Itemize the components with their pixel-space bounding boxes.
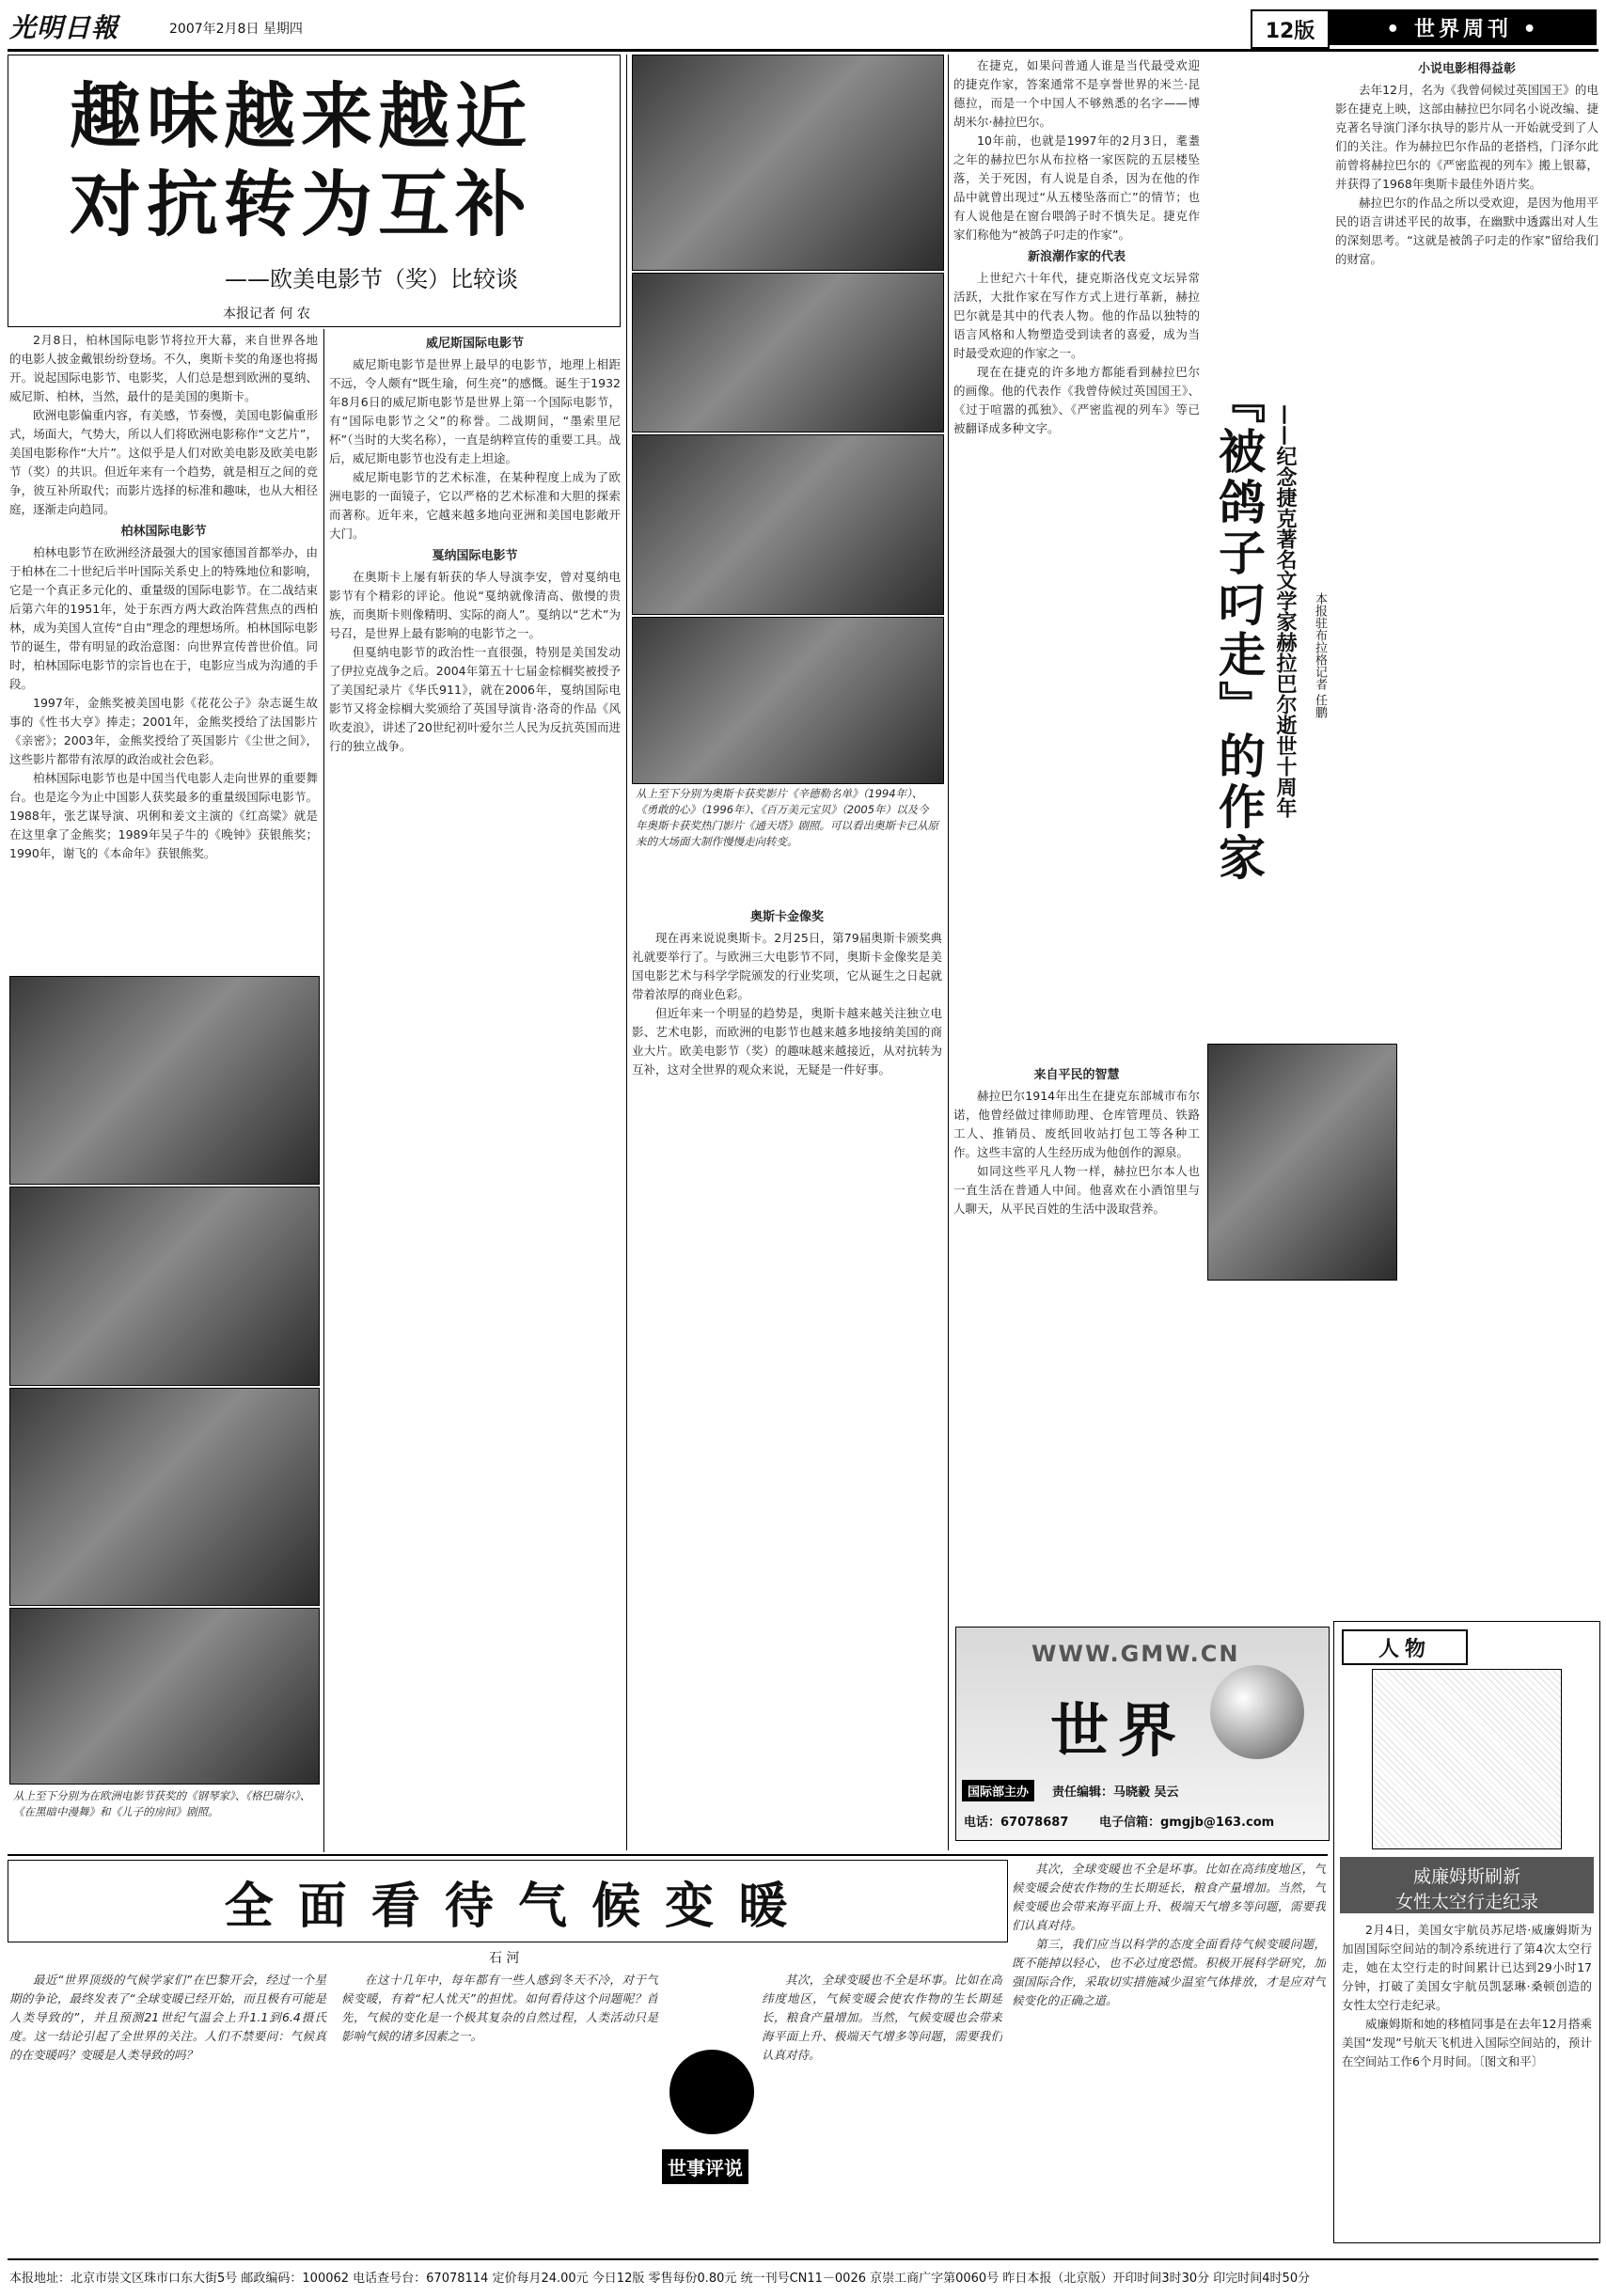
article2-paragraph: 上世纪六十年代，捷克斯洛伐克文坛异常活跃，大批作家在写作方式上进行革新，赫拉巴尔就是其中的代表人物。他的作品以独特的语言风格和人物塑造受到读者的喜爱，成为当时最受欢迎的作家之一。 xyxy=(953,271,1200,360)
article1-column-2 xyxy=(329,331,621,1845)
promo-box xyxy=(955,1627,1330,1841)
film-still-million-dollar-baby xyxy=(632,434,944,615)
footer-info: 本报地址：北京市崇文区珠市口东大街5号 邮政编码：100062 电话查号台：67078114 定价每月24.00元 今日12版 零售每份0.80元 统一刊号CN11－0026 京崇工商广字第0060号 昨日本报（北京版）开印时间3时30分 印完时间4时50分 xyxy=(9,2272,1311,2286)
left-photo-caption: 从上至下分别为在欧洲电影节获奖的《钢琴家》、《格巴瑞尔》、《在黑暗中漫舞》和《儿子的房间》剧照。 xyxy=(13,1789,311,1818)
article1-title-line1: 趣味越来越近 xyxy=(70,74,532,158)
article1-subheading: 奥斯卡金像奖 xyxy=(749,910,824,924)
article1-column-1 xyxy=(9,331,318,970)
promo-editor: 责任编辑：马晓毅 吴云 xyxy=(1052,1785,1179,1800)
masthead-rule xyxy=(8,49,1598,52)
people-title-box xyxy=(1340,1857,1594,1913)
film-still-dancer-in-the-dark xyxy=(9,1388,320,1606)
film-still-pianist xyxy=(9,976,320,1185)
article3-column-2-lead xyxy=(762,1971,1002,2249)
column-divider xyxy=(948,55,949,1850)
article1-paragraph: 柏林电影节在欧洲经济最强大的国家德国首都举办，由于柏林在二十世纪后半叶国际关系史上的特殊地位和影响，它是一个真正多元化的、重量级的国际电影节。在二战结束后第六年的1951年，处于东西方两大政治阵营焦点的西柏林，成为美国人宣传“自由”理念的理想场所。柏林国际电影节的诞生，带有明显的政治意图：向世界宣传普世价值。同时，柏林国际电影节的宗旨也在于，电影应当成为沟通的手段。 xyxy=(9,545,318,691)
article2-paragraph: 赫拉巴尔1914年出生在捷克东部城市布尔诺，他曾经做过律师助理、仓库管理员、铁路工人、推销员、废纸回收站打包工等各种工作。这些丰富的人生经历成为他创作的源泉。 xyxy=(953,1089,1200,1159)
commentary-label: 世事评说 xyxy=(662,2149,748,2184)
commentary-logo xyxy=(669,2050,754,2134)
people-label: 人物 xyxy=(1378,1637,1431,1661)
article1-paragraph: 欧洲电影偏重内容，有美感，节奏慢，美国电影偏重形式，场面大，气势大，所以人们将欧洲电影称作“文艺片”，美国电影称作“大片”。这似乎是人们对欧美电影及欧美电影节（奖）的共识。但近年来有一个趋势，就是相互之间的竞争，彼互补所取代；而影片选择的标准和趣味，也从大相径庭，逐渐走向趋同。 xyxy=(9,408,318,516)
article1-paragraph: 但近年来一个明显的趋势是，奥斯卡越来越关注独立电影、艺术电影，而欧洲的电影节也越来越多地接纳美国的商业大片。欧美电影节（奖）的趣味越来越接近，从对抗转为互补，这对全世界的观众来说，无疑是一件好事。 xyxy=(632,1006,942,1077)
people-title-line1: 威廉姆斯刷新 xyxy=(1412,1866,1520,1887)
section-divider xyxy=(8,1854,1328,1856)
newspaper-logo: 光明日報 xyxy=(9,12,119,43)
article2-paragraph: 赫拉巴尔的作品之所以受欢迎，是因为他用平民的语言讲述平民的故事，在幽默中透露出对人生的深刻思考。“这就是被鸽子叼走的作家”留给我们的财富。 xyxy=(1335,196,1598,266)
promo-url: WWW.GMW.CN xyxy=(1031,1641,1240,1667)
column-divider xyxy=(323,329,324,1852)
article2-paragraph: 现在在捷克的许多地方都能看到赫拉巴尔的画像。他的代表作《我曾侍候过英国国王》、《过于喧嚣的孤独》、《严密监视的列车》等已被翻译成多种文字。 xyxy=(953,365,1200,435)
promo-title: 世界 xyxy=(1050,1696,1187,1765)
issue-date: 2007年2月8日 星期四 xyxy=(169,22,303,37)
article1-paragraph: 2月8日，柏林国际电影节将拉开大幕，来自世界各地的电影人披金戴银纷纷登场。不久，奥斯卡奖的角逐也将揭开。说起国际电影节、电影奖，人们总是想到欧洲的戛纳、威尼斯、柏林，当然，最什的是美国的奥斯卡。 xyxy=(9,333,318,403)
article1-paragraph: 威尼斯电影节的艺术标准，在某种程度上成为了欧洲电影的一面镜子，它以严格的艺术标准和大胆的探索而著称。近年来，它越来越多地向亚洲和美国电影敞开大门。 xyxy=(329,470,621,541)
article2-byline: 本报驻布拉格记者 任鹏 xyxy=(1313,592,1327,719)
article2-subheading: 来自平民的智慧 xyxy=(1033,1068,1120,1082)
promo-phone: 电话：67078687 xyxy=(964,1816,1069,1830)
article1-byline: 本报记者 何 农 xyxy=(223,307,310,322)
globe-icon xyxy=(1210,1665,1304,1759)
williams-portrait-sketch xyxy=(1372,1669,1562,1849)
page-number: 12版 xyxy=(1265,19,1315,43)
article3-paragraph: 最近“世界顶级的气候学家们”在巴黎开会，经过一个星期的争论，最终发表了“全球变暖已经开始，而且极有可能是人类导致的”，并且预测21世纪气温会上升1.1到6.4摄氏度。这一结论引起了全世界的关注。人们不禁要问：气候真的在变暖吗？变暖是人类导致的吗？ xyxy=(9,1973,326,2062)
section-name: • 世界周刊 • xyxy=(1386,17,1540,41)
footer-rule xyxy=(8,2258,1598,2260)
page-number-box xyxy=(1251,9,1330,49)
article2-title: 『被鸽子叼走』的作家 xyxy=(1211,376,1267,884)
article1-headline-box xyxy=(8,55,621,327)
article1-paragraph: 柏林国际电影节也是中国当代电影人走向世界的重要舞台。也是迄今为止中国影人获奖最多的重量级国际电影节。1988年，张艺谋导演、巩俐和姜文主演的《红高粱》就是在这里拿了金熊奖；1989年吴子牛的《晚钟》获银熊奖；1990年，谢飞的《本命年》获银熊奖。 xyxy=(9,771,318,860)
middle-photo-caption: 从上至下分别为奥斯卡获奖影片《辛德勒名单》（1994年）、《勇敢的心》（1996年）、《百万美元宝贝》（2005年）以及今年奥斯卡获奖热门影片《通天塔》剧照。可以看出奥斯卡已从原来的大场面大制作慢慢走向转变。 xyxy=(636,787,938,848)
film-still-schindlers-list xyxy=(632,55,944,271)
people-title-line2: 女性太空行走纪录 xyxy=(1394,1892,1538,1912)
article2-paragraph: 如同这些平凡人物一样，赫拉巴尔本人也一直生活在普通人中间。他喜欢在小酒馆里与人聊天，从平民百姓的生活中汲取营养。 xyxy=(953,1164,1200,1216)
article1-title-line2: 对抗转为互补 xyxy=(70,163,532,246)
article3-column-1 xyxy=(9,1971,658,2249)
article2-subheading: 新浪潮作家的代表 xyxy=(1027,250,1126,264)
article2-paragraph: 在捷克，如果问普通人谁是当代最受欢迎的捷克作家，答案通常不是享誉世界的米兰·昆德拉，而是一个中国人不够熟悉的名字——博胡米尔·赫拉巴尔。 xyxy=(953,58,1200,129)
film-still-sons-room xyxy=(9,1608,320,1785)
column-divider xyxy=(626,55,627,1850)
article3-column-2 xyxy=(1012,1860,1326,2249)
article1-paragraph: 1997年，金熊奖被美国电影《花花公子》杂志诞生故事的《性书大亨》捧走；2001年，金熊奖授给了法国影片《亲密》；2003年，金熊奖授给了英国影片《尘世之间》，这些影片都带有浓厚的政治或社会色彩。 xyxy=(9,696,318,766)
people-box xyxy=(1333,1621,1600,2243)
promo-email: 电子信箱：gmgjb@163.com xyxy=(1099,1816,1275,1830)
article3-title: 全 面 看 待 气 候 变 暖 xyxy=(224,1877,792,1935)
article1-subheading: 戛纳国际电影节 xyxy=(432,549,518,563)
article2-kicker: ——纪念捷克著名文学家赫拉巴尔逝世十周年 xyxy=(1273,404,1297,818)
article1-subtitle: ——欧美电影节（奖）比较谈 xyxy=(225,266,518,292)
article1-column-3 xyxy=(632,904,942,1845)
article3-paragraph: 在这十几年中，每年都有一些人感到冬天不冷，对于气候变暖，有着“杞人忧天”的担忧。如何看待这个问题呢？首先，气候的变化是一个极其复杂的自然过程，人类活动只是影响气候的诸多因素之一。 xyxy=(341,1973,658,2043)
promo-sponsor-tag: 国际部主办 xyxy=(962,1780,1034,1801)
article1-paragraph: 但戛纳电影节的政治性一直很强，特别是美国发动了伊拉克战争之后。2004年第五十七届金棕榈奖被授予了美国纪录片《华氏911》，就在2006年，戛纳国际电影节又将金棕榈大奖颁给了英国导演肯·洛奇的作品《风吹麦浪》，讲述了20世纪初叶爱尔兰人民为反抗英国而进行的独立战争。 xyxy=(329,645,621,753)
article1-subheading: 威尼斯国际电影节 xyxy=(425,337,524,351)
article2-paragraph: 10年前，也就是1997年的2月3日，耄耋之年的赫拉巴尔从布拉格一家医院的五层楼坠落，关于死因，有人说是自杀，因为在他的作品中就曾出现过“从五楼坠落而亡”的情节；也有人说他是在窗台喂鸽子时不慎失足。捷克作家们称他为“被鸽子叼走的作家”。 xyxy=(953,134,1200,242)
article1-subheading: 柏林国际电影节 xyxy=(120,525,207,539)
article3-paragraph: 第三，我们应当以科学的态度全面看待气候变暖问题，既不能掉以轻心，也不必过度恐慌。积极开展科学研究，加强国际合作，采取切实措施减少温室气体排放，才是应对气候变化的正确之道。 xyxy=(1012,1937,1326,2007)
article3-paragraph: 其次，全球变暖也不全是坏事。比如在高纬度地区，气候变暖会使农作物的生长期延长，粮食产量增加。当然，气候变暖也会带来海平面上升、极端天气增多等问题，需要我们认真对待。 xyxy=(1012,1862,1326,1932)
article3-headline-box xyxy=(8,1860,1008,1942)
film-still-babel xyxy=(632,617,944,784)
people-text xyxy=(1342,1921,1592,2237)
article1-paragraph: 现在再来说说奥斯卡。2月25日，第79届奥斯卡颁奖典礼就要举行了。与欧洲三大电影节不同，奥斯卡金像奖是美国电影艺术与科学学院颁发的行业奖项，它从诞生之日起就带着浓厚的商业色彩。 xyxy=(632,931,942,1001)
article2-subheading: 小说电影相得益彰 xyxy=(1417,62,1516,76)
article3-paragraph: 其次，全球变暖也不全是坏事。比如在高纬度地区，气候变暖会使农作物的生长期延长，粮食产量增加。当然，气候变暖也会带来海平面上升、极端天气增多等问题，需要我们认真对待。 xyxy=(762,1973,1002,2062)
film-still-braveheart xyxy=(632,273,944,432)
people-label-box xyxy=(1342,1629,1468,1665)
article1-paragraph: 在奥斯卡上屡有斩获的华人导演李安，曾对戛纳电影节有个精彩的评论。他说“戛纳就像清高、傲慢的贵族，而奥斯卡则像精明、实际的商人”。戛纳以“艺术”为号召，是世界上最有影响的电影节之一。 xyxy=(329,570,621,640)
people-paragraph: 威廉姆斯和她的移植同事是在去年12月搭乘美国“发现”号航天飞机进入国际空间站的，预计在空间站工作6个月时间。〔图文和平〕 xyxy=(1342,2017,1592,2068)
people-paragraph: 2月4日，美国女宇航员苏尼塔·威廉姆斯为加固国际空间站的制冷系统进行了第4次太空行走，她在太空行走的时间累计已达到29小时17分钟，打破了美国女宇航员凯瑟琳·桑顿创造的女性太空行走纪录。 xyxy=(1342,1923,1592,2012)
article2-column-1 xyxy=(953,56,1200,1053)
article1-paragraph: 威尼斯电影节是世界上最早的电影节，地理上相距不远，令人颇有“既生瑜，何生亮”的感慨。诞生于1932年8月6日的威尼斯电影节是世界上第一个国际电影节，有“国际电影节之父”的称誉。二战期间，“墨索里尼杯”（当时的大奖名称），一直是纳粹宣传的重要工具。战后，威尼斯电影节也没有走上坦途。 xyxy=(329,357,621,465)
article2-paragraph: 去年12月，名为《我曾伺候过英国国王》的电影在捷克上映，这部由赫拉巴尔同名小说改编、捷克著名导演门泽尔执导的影片从一开始就受到了人们的关注。作为赫拉巴尔作品的老搭档，门泽尔此前曾将赫拉巴尔的《严密监视的列车》搬上银幕，并获得了1968年奥斯卡最佳外语片奖。 xyxy=(1335,83,1598,191)
film-still-gabriel xyxy=(9,1187,320,1386)
article3-byline: 石 河 xyxy=(489,1951,520,1966)
section-banner xyxy=(1330,9,1597,45)
article2-column-3 xyxy=(1335,56,1598,1617)
